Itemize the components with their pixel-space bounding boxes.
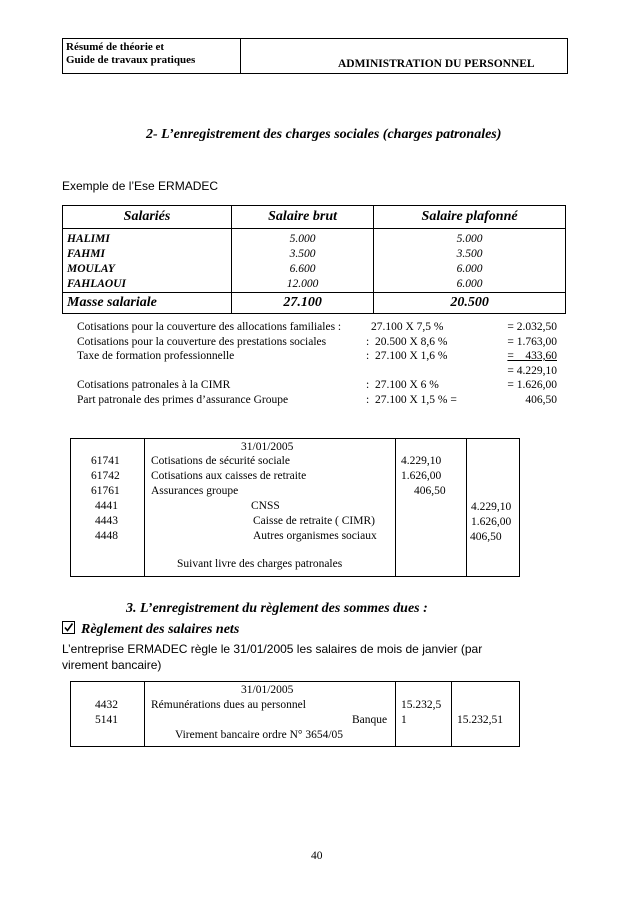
- journal-entry-salaires: [70, 681, 520, 747]
- cotisation-total: 406,50: [525, 393, 557, 406]
- account-number: 5141: [95, 714, 118, 726]
- entry-label: Autres organismes sociaux: [253, 530, 377, 542]
- cotisation-calc: : 20.500 X 8,6 %: [366, 335, 448, 348]
- cotisations-list: [77, 320, 557, 407]
- credit-amount: 15.232,51: [457, 714, 503, 726]
- salaire-plafonne: 3.500: [374, 247, 566, 262]
- list-item: [77, 320, 557, 335]
- subsection-label: Règlement des salaires nets: [81, 622, 240, 637]
- column-divider: [144, 439, 145, 576]
- journal-narration: Suivant livre des charges patronales: [177, 558, 343, 570]
- salarie-name: MOULAY: [63, 262, 232, 277]
- column-divider: [395, 682, 396, 746]
- entry-label: Cotisations aux caisses de retraite: [151, 470, 307, 482]
- header-left-line2: Guide de travaux pratiques: [66, 54, 196, 66]
- account-number: 4441: [95, 500, 118, 512]
- table-row: [63, 277, 566, 293]
- header-left-cell: [63, 39, 241, 73]
- header-right-title: ADMINISTRATION DU PERSONNEL: [338, 58, 535, 70]
- account-number: 4443: [95, 515, 118, 527]
- salarie-name: FAHMI: [63, 247, 232, 262]
- cotisation-label: Cotisations pour la couverture des allocations familiales :: [77, 321, 342, 333]
- salaire-brut: 3.500: [232, 247, 374, 262]
- cotisation-calc: 27.100 X 7,5 %: [371, 321, 444, 333]
- account-number: 61761: [91, 485, 120, 497]
- column-divider: [451, 682, 452, 746]
- debit-amount: 15.232,5: [401, 699, 442, 711]
- salaries-table: [62, 205, 566, 314]
- column-divider: [144, 682, 145, 746]
- column-divider: [395, 439, 396, 576]
- journal-entry-charges: [70, 438, 520, 577]
- cotisation-calc: : 27.100 X 1,5 % =: [366, 393, 457, 406]
- debit-amount-cont: 1: [401, 714, 407, 726]
- page-header: [62, 38, 568, 74]
- list-item: [77, 349, 557, 364]
- column-divider: [466, 439, 467, 576]
- salaire-brut: 6.600: [232, 262, 374, 277]
- salaire-plafonne: 6.000: [374, 262, 566, 277]
- masse-salariale-plafonne: 20.500: [374, 293, 566, 314]
- salaire-brut: 5.000: [232, 229, 374, 248]
- paragraph-line: virement bancaire): [62, 658, 162, 672]
- table-row: [63, 229, 566, 248]
- salaries-footer-row: [63, 293, 566, 314]
- entry-label: Rémunérations dues au personnel: [151, 699, 306, 711]
- paragraph-line: L’entreprise ERMADEC règle le 31/01/2005 les salaires de mois de janvier (par: [62, 642, 483, 656]
- entry-label: Assurances groupe: [151, 485, 239, 497]
- debit-amount: 4.229,10: [401, 455, 442, 467]
- masse-salariale-brut: 27.100: [232, 293, 374, 314]
- cotisation-total: = 1.626,00: [507, 379, 557, 391]
- entry-label: Cotisations de sécurité sociale: [151, 455, 290, 467]
- salarie-name: FAHLAOUI: [63, 277, 232, 293]
- table-row: [63, 262, 566, 277]
- salarie-name: HALIMI: [63, 229, 232, 248]
- cotisation-calc: : 27.100 X 6 %: [366, 379, 439, 391]
- entry-label: Caisse de retraite ( CIMR): [253, 515, 375, 527]
- cotisation-calc: : 27.100 X 1,6 %: [366, 350, 448, 362]
- account-number: 61742: [91, 470, 120, 482]
- page-number: 40: [311, 850, 323, 862]
- col-header-plafonne: Salaire plafonné: [374, 206, 566, 229]
- account-number: 4432: [95, 699, 118, 711]
- debit-amount: 406,50: [414, 485, 446, 497]
- journal-narration: Virement bancaire ordre N° 3654/05: [175, 729, 344, 741]
- journal-date: 31/01/2005: [241, 441, 294, 453]
- list-item: [77, 364, 557, 379]
- cotisation-label: Part patronale des primes d’assurance Groupe: [77, 393, 289, 406]
- subsection-title: [62, 620, 239, 638]
- cotisation-total: = 433,60: [507, 350, 557, 362]
- account-number: 4448: [95, 530, 118, 542]
- header-left-line1: Résumé de théorie et: [66, 41, 165, 53]
- debit-amount: 1.626,00: [401, 470, 442, 482]
- credit-amount: 1.626,00: [471, 516, 512, 528]
- cotisation-total: = 1.763,00: [507, 335, 557, 348]
- salaire-plafonne: 5.000: [374, 229, 566, 248]
- credit-amount: 4.229,10: [471, 501, 512, 513]
- cotisation-label: Taxe de formation professionnelle: [77, 350, 235, 362]
- col-header-salaries: Salariés: [63, 206, 232, 229]
- salaire-plafonne: 6.000: [374, 277, 566, 293]
- entry-label: CNSS: [251, 500, 280, 512]
- table-row: [63, 247, 566, 262]
- cotisation-label: Cotisations pour la couverture des prestations sociales: [77, 335, 327, 348]
- example-label: Exemple de l’Ese ERMADEC: [62, 179, 219, 193]
- cotisation-label: Cotisations patronales à la CIMR: [77, 379, 231, 391]
- cotisation-total: = 2.032,50: [507, 321, 557, 333]
- list-item: [77, 335, 557, 350]
- masse-salariale-label: Masse salariale: [63, 293, 232, 314]
- checkbox-icon: [62, 621, 75, 634]
- account-number: 61741: [91, 455, 120, 467]
- paragraph: [62, 641, 482, 673]
- section-title: 2- L’enregistrement des charges sociales (charges patronales): [146, 127, 502, 142]
- entry-label: Banque: [352, 714, 388, 726]
- salaries-header-row: [63, 206, 566, 229]
- salaire-brut: 12.000: [232, 277, 374, 293]
- col-header-brut: Salaire brut: [232, 206, 374, 229]
- journal-date: 31/01/2005: [241, 684, 294, 696]
- cotisation-subtotal: = 4.229,10: [507, 364, 557, 377]
- section-3-title: 3. L’enregistrement du règlement des sommes dues :: [126, 601, 428, 616]
- credit-amount: 406,50: [470, 531, 502, 543]
- list-item: [77, 393, 557, 408]
- list-item: [77, 378, 557, 393]
